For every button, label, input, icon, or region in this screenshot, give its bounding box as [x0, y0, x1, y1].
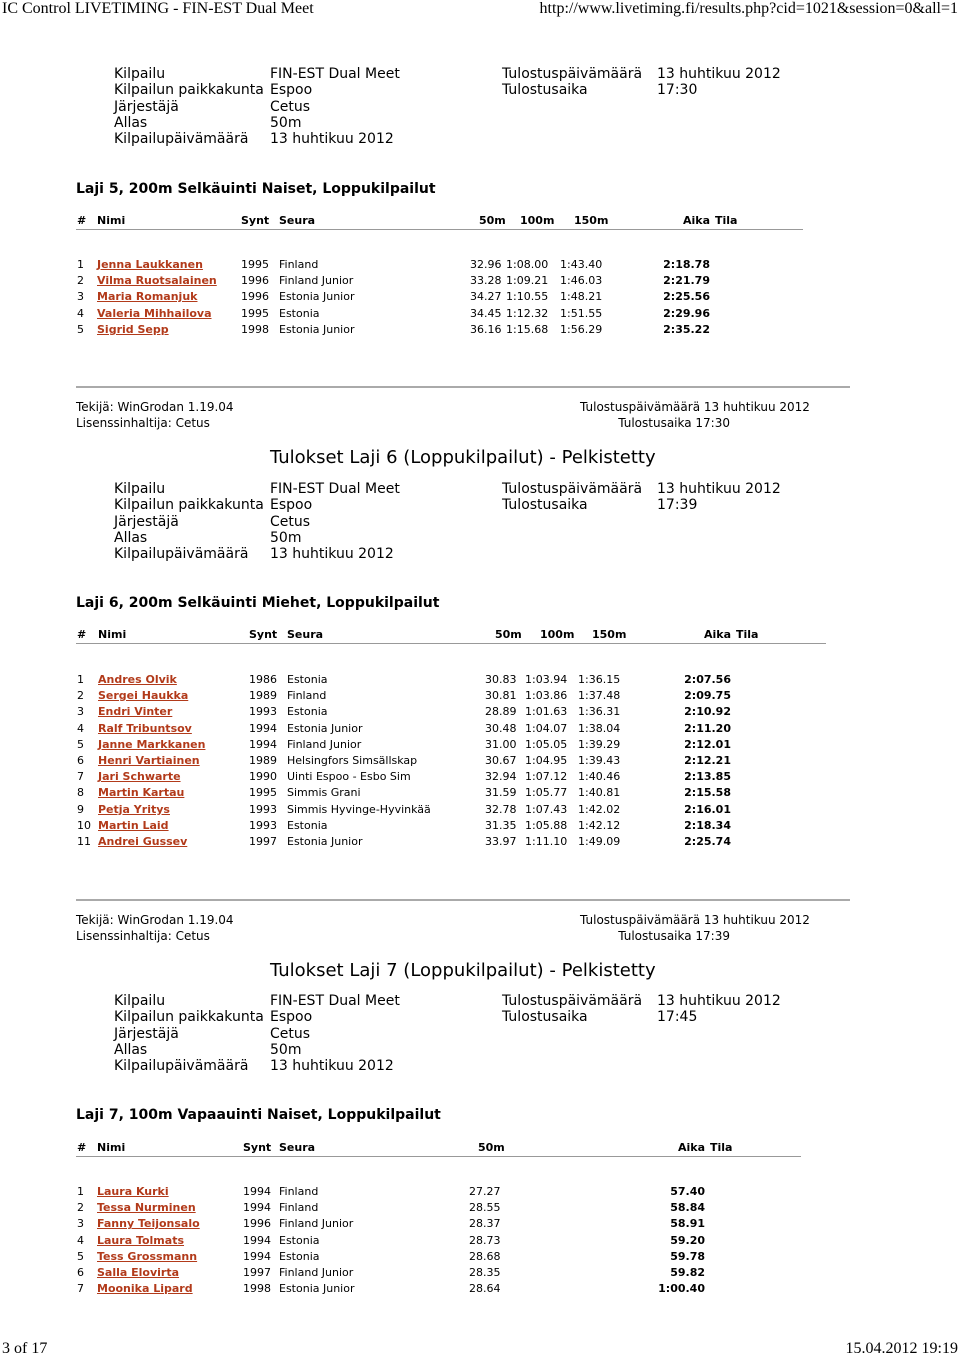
- birth-year: 1994: [249, 721, 277, 735]
- column-header: 150m: [592, 628, 627, 641]
- birth-year: 1994: [243, 1249, 271, 1263]
- swimmer-name: [97, 1234, 184, 1247]
- info-value: 50m: [270, 529, 302, 546]
- split-50: 31.00: [485, 737, 517, 751]
- swimmer-name: [98, 722, 192, 735]
- info-label: Kilpailupäivämäärä: [114, 1058, 249, 1075]
- swimmer-name: [97, 323, 169, 336]
- split-100: 1:05.77: [525, 786, 568, 800]
- club: Finland Junior: [279, 274, 354, 288]
- final-time: 2:35.22: [663, 322, 710, 336]
- final-time: 59.82: [670, 1266, 705, 1279]
- event6-pos: 10: [77, 818, 91, 832]
- split-50: 27.27: [469, 1185, 501, 1198]
- info-label: Kilpailupäivämäärä: [114, 546, 249, 563]
- licensee: Lisenssinhaltija: Cetus: [76, 416, 210, 430]
- event7-pos: 5: [77, 1249, 84, 1263]
- split-100: 1:04.07: [525, 721, 568, 735]
- info-value: FIN-EST Dual Meet: [270, 66, 400, 82]
- swimmer-name: [98, 770, 181, 783]
- event7-pos: 6: [77, 1266, 84, 1279]
- club: Simmis Grani: [287, 786, 361, 800]
- birth-year: 1995: [241, 306, 269, 320]
- split-100: 1:07.43: [525, 802, 568, 816]
- club: Finland: [279, 1185, 319, 1198]
- swimmer-name: [97, 307, 212, 320]
- swimmer-name: [98, 689, 188, 702]
- info-value: 17:39: [657, 497, 698, 514]
- column-header: Synt: [243, 1141, 272, 1154]
- swimmer-link[interactable]: Petja Yritys: [98, 802, 170, 816]
- swimmer-link[interactable]: Janne Markkanen: [98, 737, 206, 751]
- club: Finland Junior: [279, 1217, 354, 1231]
- info-label: Tulostusaika: [502, 497, 588, 514]
- results-heading: Tulokset Laji 6 (Loppukilpailut) - Pelkistetty: [270, 447, 656, 468]
- swimmer-link[interactable]: Martin Kartau: [98, 786, 185, 800]
- event6-pos: 1: [77, 673, 84, 686]
- info-label: Kilpailu: [114, 66, 166, 82]
- info-label: Tulostuspäivämäärä: [502, 481, 643, 497]
- footer-divider: [76, 899, 850, 901]
- event6-pos: 9: [77, 802, 84, 816]
- column-header: Tila: [736, 628, 759, 641]
- info-label: Tulostusaika: [502, 82, 588, 99]
- split-50: 31.59: [485, 786, 517, 800]
- info-value: 50m: [270, 114, 302, 131]
- split-50: 33.97: [485, 835, 517, 848]
- swimmer-name: [98, 754, 200, 767]
- birth-year: 1997: [243, 1266, 271, 1279]
- column-header: #: [77, 628, 87, 641]
- birth-year: 1994: [249, 737, 277, 751]
- split-100: 1:04.95: [525, 754, 568, 767]
- swimmer-name: [97, 1201, 196, 1214]
- event-title: Laji 5, 200m Selkäuinti Naiset, Loppukilpailut: [76, 181, 436, 197]
- event5-pos: 5: [77, 322, 84, 336]
- split-150: 1:40.81: [578, 786, 621, 800]
- event6-pos: 6: [77, 754, 84, 767]
- split-50: 30.81: [485, 689, 517, 703]
- swimmer-link[interactable]: Salla Elovirta: [97, 1266, 180, 1279]
- swimmer-link[interactable]: Andrei Gussev: [98, 835, 188, 848]
- split-150: 1:43.40: [560, 258, 603, 271]
- swimmer-name: [97, 258, 203, 271]
- final-time: 59.78: [670, 1249, 705, 1263]
- swimmer-name: [98, 803, 170, 816]
- swimmer-link[interactable]: Sergei Haukka: [98, 689, 189, 703]
- split-100: 1:01.63: [525, 705, 568, 719]
- split-150: 1:36.15: [578, 673, 621, 686]
- split-150: 1:42.12: [578, 818, 621, 832]
- split-100: 1:05.05: [525, 737, 568, 751]
- column-header: 150m: [574, 214, 609, 227]
- column-header: #: [77, 214, 87, 227]
- results-heading: Tulokset Laji 7 (Loppukilpailut) - Pelkistetty: [270, 960, 656, 981]
- birth-year: 1994: [243, 1201, 271, 1215]
- final-time: 2:11.20: [684, 721, 731, 735]
- swimmer-name: [97, 1217, 200, 1230]
- split-50: 32.96: [470, 258, 502, 271]
- column-header: Nimi: [98, 628, 127, 641]
- final-time: 58.91: [670, 1217, 705, 1231]
- club: Estonia: [279, 1233, 320, 1247]
- swimmer-link[interactable]: Fanny Teijonsalo: [97, 1217, 200, 1231]
- birth-year: 1986: [249, 673, 277, 686]
- split-100: 1:03.86: [525, 689, 568, 703]
- final-time: 2:18.78: [663, 258, 710, 271]
- split-150: 1:36.31: [578, 705, 621, 719]
- split-50: 28.73: [469, 1233, 501, 1247]
- column-header: 50m: [478, 1141, 505, 1154]
- page-title: IC Control LIVETIMING - FIN-EST Dual Meet: [2, 0, 314, 17]
- club: Estonia: [287, 705, 328, 719]
- column-header: 100m: [540, 628, 575, 641]
- column-header: #: [77, 1141, 87, 1154]
- info-label: Kilpailun paikkakunta: [114, 82, 264, 99]
- split-50: 34.27: [470, 290, 502, 304]
- club: Simmis Hyvinge-Hyvinkää: [287, 802, 431, 816]
- split-100: 1:05.88: [525, 818, 568, 832]
- column-header: Nimi: [97, 1141, 126, 1154]
- birth-year: 1996: [241, 290, 269, 304]
- swimmer-name: [98, 738, 205, 751]
- club: Estonia: [287, 818, 328, 832]
- club: Finland: [287, 689, 327, 703]
- split-50: 30.48: [485, 721, 517, 735]
- swimmer-link[interactable]: Jenna Laukkanen: [97, 258, 203, 271]
- swimmer-link[interactable]: Maria Romanjuk: [97, 290, 198, 304]
- event6-pos: 5: [77, 737, 84, 751]
- event7-pos: 7: [77, 1282, 84, 1296]
- final-time: 2:12.21: [684, 754, 731, 767]
- final-time: 2:25.56: [663, 290, 710, 304]
- final-time: 2:18.34: [684, 818, 731, 832]
- split-50: 30.83: [485, 673, 517, 686]
- split-50: 31.35: [485, 818, 517, 832]
- info-value: Cetus: [270, 513, 311, 530]
- info-value: FIN-EST Dual Meet: [270, 993, 400, 1009]
- split-50: 32.78: [485, 802, 517, 816]
- split-150: 1:40.46: [578, 770, 621, 784]
- event5-pos: 1: [77, 258, 84, 271]
- club: Helsingfors Simsällskap: [287, 754, 418, 767]
- split-50: 28.37: [469, 1217, 501, 1231]
- split-100: 1:15.68: [506, 322, 549, 336]
- column-header: 50m: [495, 628, 522, 641]
- table-divider: [76, 1156, 801, 1157]
- info-value: Cetus: [270, 1025, 311, 1042]
- info-label: Tulostuspäivämäärä: [502, 66, 643, 82]
- event6-pos: 3: [77, 705, 84, 719]
- split-150: 1:56.29: [560, 322, 603, 336]
- split-150: 1:49.09: [578, 835, 621, 848]
- info-label: Allas: [114, 1041, 148, 1058]
- info-label: Allas: [114, 529, 148, 546]
- column-header: 100m: [520, 214, 555, 227]
- page-url: http://www.livetiming.fi/results.php?cid=1021&session=0&all=1: [539, 0, 958, 17]
- swimmer-name: [97, 1266, 179, 1279]
- info-label: Järjestäjä: [114, 98, 179, 115]
- split-100: 1:10.55: [506, 290, 549, 304]
- event-title: Laji 6, 200m Selkäuinti Miehet, Loppukilpailut: [76, 595, 440, 611]
- info-value: Espoo: [270, 1009, 313, 1026]
- club: Finland: [279, 1201, 319, 1215]
- split-50: 28.64: [469, 1282, 501, 1296]
- swimmer-link[interactable]: Jari Schwarte: [98, 770, 181, 784]
- event7-pos: 4: [77, 1233, 84, 1247]
- event6-pos: 4: [77, 721, 84, 735]
- birth-year: 1997: [249, 835, 277, 848]
- page-number: 3 of 17: [2, 1340, 48, 1357]
- swimmer-link[interactable]: Sigrid Sepp: [97, 322, 169, 336]
- birth-year: 1993: [249, 802, 277, 816]
- swimmer-name: [98, 819, 169, 832]
- club: Estonia Junior: [279, 290, 355, 304]
- info-label: Kilpailun paikkakunta: [114, 1009, 264, 1026]
- column-header: Tila: [715, 214, 738, 227]
- info-value: 13 huhtikuu 2012: [657, 66, 781, 82]
- info-value: 17:45: [657, 1009, 698, 1026]
- club: Estonia: [279, 306, 320, 320]
- final-time: 2:21.79: [663, 274, 710, 288]
- print-date: Tulostuspäivämäärä 13 huhtikuu 2012: [580, 400, 810, 414]
- column-header: Tila: [710, 1141, 733, 1154]
- column-header: Seura: [287, 628, 324, 641]
- birth-year: 1989: [249, 754, 277, 767]
- swimmer-name: [97, 1282, 193, 1295]
- final-time: 59.20: [670, 1233, 705, 1247]
- final-time: 2:16.01: [684, 802, 731, 816]
- swimmer-name: [98, 786, 184, 799]
- birth-year: 1989: [249, 689, 277, 703]
- swimmer-link[interactable]: Moonika Lipard: [97, 1282, 193, 1296]
- column-header: Aika: [682, 214, 710, 227]
- swimmer-link[interactable]: Andres Olvik: [98, 673, 177, 686]
- swimmer-link[interactable]: Tess Grossmann: [97, 1249, 198, 1263]
- birth-year: 1996: [241, 274, 269, 288]
- info-value: 50m: [270, 1041, 302, 1058]
- event7-pos: 3: [77, 1217, 84, 1231]
- split-150: 1:48.21: [560, 290, 603, 304]
- birth-year: 1990: [249, 770, 277, 784]
- event6-pos: 8: [77, 786, 84, 800]
- info-label: Kilpailu: [114, 481, 166, 497]
- column-header: Synt: [249, 628, 278, 641]
- split-50: 33.28: [470, 274, 502, 288]
- swimmer-link[interactable]: Vilma Ruotsalainen: [97, 274, 217, 288]
- swimmer-link[interactable]: Valeria Mihhailova: [97, 306, 212, 320]
- info-value: 13 huhtikuu 2012: [270, 131, 394, 148]
- final-time: 2:10.92: [684, 705, 731, 719]
- split-50: 28.68: [469, 1249, 501, 1263]
- birth-year: 1993: [249, 705, 277, 719]
- club: Estonia: [287, 673, 328, 686]
- final-time: 2:09.75: [684, 689, 731, 703]
- column-header: Seura: [279, 214, 316, 227]
- final-time: 2:25.74: [684, 835, 731, 848]
- licensee: Lisenssinhaltija: Cetus: [76, 929, 210, 943]
- split-150: 1:39.29: [578, 737, 621, 751]
- print-date: Tulostuspäivämäärä 13 huhtikuu 2012: [580, 913, 810, 927]
- birth-year: 1995: [249, 786, 277, 800]
- club: Estonia Junior: [279, 322, 355, 336]
- info-label: Kilpailupäivämäärä: [114, 131, 249, 148]
- info-label: Järjestäjä: [114, 1025, 179, 1042]
- final-time: 1:00.40: [658, 1282, 705, 1296]
- club: Finland: [279, 258, 319, 271]
- swimmer-name: [97, 290, 197, 303]
- info-label: Kilpailu: [114, 993, 166, 1009]
- final-time: 2:13.85: [684, 770, 731, 784]
- club: Uinti Espoo - Esbo Sim: [287, 770, 411, 784]
- split-150: 1:39.43: [578, 754, 621, 767]
- split-50: 28.89: [485, 705, 517, 719]
- split-100: 1:09.21: [506, 274, 549, 288]
- final-time: 58.84: [670, 1201, 705, 1215]
- birth-year: 1995: [241, 258, 269, 271]
- split-100: 1:12.32: [506, 306, 549, 320]
- info-value: FIN-EST Dual Meet: [270, 481, 400, 497]
- print-time: Tulostusaika 17:30: [618, 416, 730, 430]
- split-150: 1:37.48: [578, 689, 621, 703]
- info-value: Espoo: [270, 497, 313, 514]
- split-100: 1:03.94: [525, 673, 568, 686]
- split-50: 28.35: [469, 1266, 501, 1279]
- club: Estonia Junior: [287, 835, 363, 848]
- club: Estonia Junior: [287, 721, 363, 735]
- event6-pos: 7: [77, 770, 84, 784]
- swimmer-link[interactable]: Endri Vinter: [98, 705, 173, 719]
- birth-year: 1994: [243, 1185, 271, 1198]
- info-label: Järjestäjä: [114, 513, 179, 530]
- final-time: 2:07.56: [684, 673, 731, 686]
- print-time: Tulostusaika 17:39: [618, 929, 730, 943]
- swimmer-link[interactable]: Laura Kurki: [97, 1185, 169, 1198]
- swimmer-name: [98, 705, 172, 718]
- club: Finland Junior: [287, 737, 362, 751]
- swimmer-link[interactable]: Tessa Nurminen: [97, 1201, 196, 1215]
- footer-divider: [76, 386, 850, 388]
- event7-pos: 2: [77, 1201, 84, 1215]
- info-value: 13 huhtikuu 2012: [657, 993, 781, 1009]
- swimmer-name: [98, 835, 187, 848]
- event5-pos: 2: [77, 274, 84, 288]
- split-50: 32.94: [485, 770, 517, 784]
- info-value: 13 huhtikuu 2012: [270, 546, 394, 563]
- split-100: 1:08.00: [506, 258, 549, 271]
- swimmer-name: [97, 1185, 169, 1198]
- final-time: 2:12.01: [684, 737, 731, 751]
- column-header: Aika: [677, 1141, 705, 1154]
- club: Estonia: [279, 1249, 320, 1263]
- event6-pos: 2: [77, 689, 84, 703]
- table-divider: [76, 229, 803, 230]
- swimmer-link[interactable]: Henri Vartiainen: [98, 754, 200, 767]
- final-time: 57.40: [670, 1185, 705, 1198]
- info-value: 13 huhtikuu 2012: [270, 1058, 394, 1075]
- split-100: 1:07.12: [525, 770, 568, 784]
- info-label: Allas: [114, 114, 148, 131]
- birth-year: 1998: [241, 322, 269, 336]
- split-50: 28.55: [469, 1201, 501, 1215]
- event5-pos: 3: [77, 290, 84, 304]
- birth-year: 1998: [243, 1282, 271, 1296]
- final-time: 2:29.96: [663, 306, 710, 320]
- column-header: Aika: [703, 628, 731, 641]
- column-header: Seura: [279, 1141, 316, 1154]
- info-value: 13 huhtikuu 2012: [657, 481, 781, 497]
- generator: Tekijä: WinGrodan 1.19.04: [76, 913, 234, 927]
- club: Finland Junior: [279, 1266, 354, 1279]
- swimmer-link[interactable]: Ralf Tribuntsov: [98, 721, 192, 735]
- swimmer-name: [97, 1250, 197, 1263]
- final-time: 2:15.58: [684, 786, 731, 800]
- column-header: Synt: [241, 214, 270, 227]
- birth-year: 1996: [243, 1217, 271, 1231]
- column-header: 50m: [479, 214, 506, 227]
- split-150: 1:38.04: [578, 721, 621, 735]
- info-label: Tulostusaika: [502, 1009, 588, 1026]
- table-divider: [76, 643, 826, 644]
- print-datetime: 15.04.2012 19:19: [845, 1340, 958, 1357]
- info-value: Espoo: [270, 82, 313, 99]
- swimmer-link[interactable]: Laura Tolmats: [97, 1233, 185, 1247]
- swimmer-name: [98, 673, 177, 686]
- split-50: 30.67: [485, 754, 517, 767]
- swimmer-link[interactable]: Martin Laid: [98, 818, 169, 832]
- split-150: 1:51.55: [560, 306, 603, 320]
- birth-year: 1993: [249, 818, 277, 832]
- split-50: 34.45: [470, 306, 502, 320]
- info-value: 17:30: [657, 82, 698, 99]
- column-header: Nimi: [97, 214, 126, 227]
- event-title: Laji 7, 100m Vapaauinti Naiset, Loppukilpailut: [76, 1107, 441, 1123]
- split-150: 1:46.03: [560, 274, 603, 288]
- info-value: Cetus: [270, 98, 311, 115]
- event5-pos: 4: [77, 306, 84, 320]
- birth-year: 1994: [243, 1233, 271, 1247]
- info-label: Kilpailun paikkakunta: [114, 497, 264, 514]
- swimmer-name: [97, 274, 217, 287]
- generator: Tekijä: WinGrodan 1.19.04: [76, 400, 234, 414]
- split-150: 1:42.02: [578, 802, 621, 816]
- club: Estonia Junior: [279, 1282, 355, 1296]
- split-50: 36.16: [470, 322, 502, 336]
- event6-pos: 11: [77, 835, 91, 848]
- split-100: 1:11.10: [525, 835, 568, 848]
- event7-pos: 1: [77, 1185, 84, 1198]
- info-label: Tulostuspäivämäärä: [502, 993, 643, 1009]
